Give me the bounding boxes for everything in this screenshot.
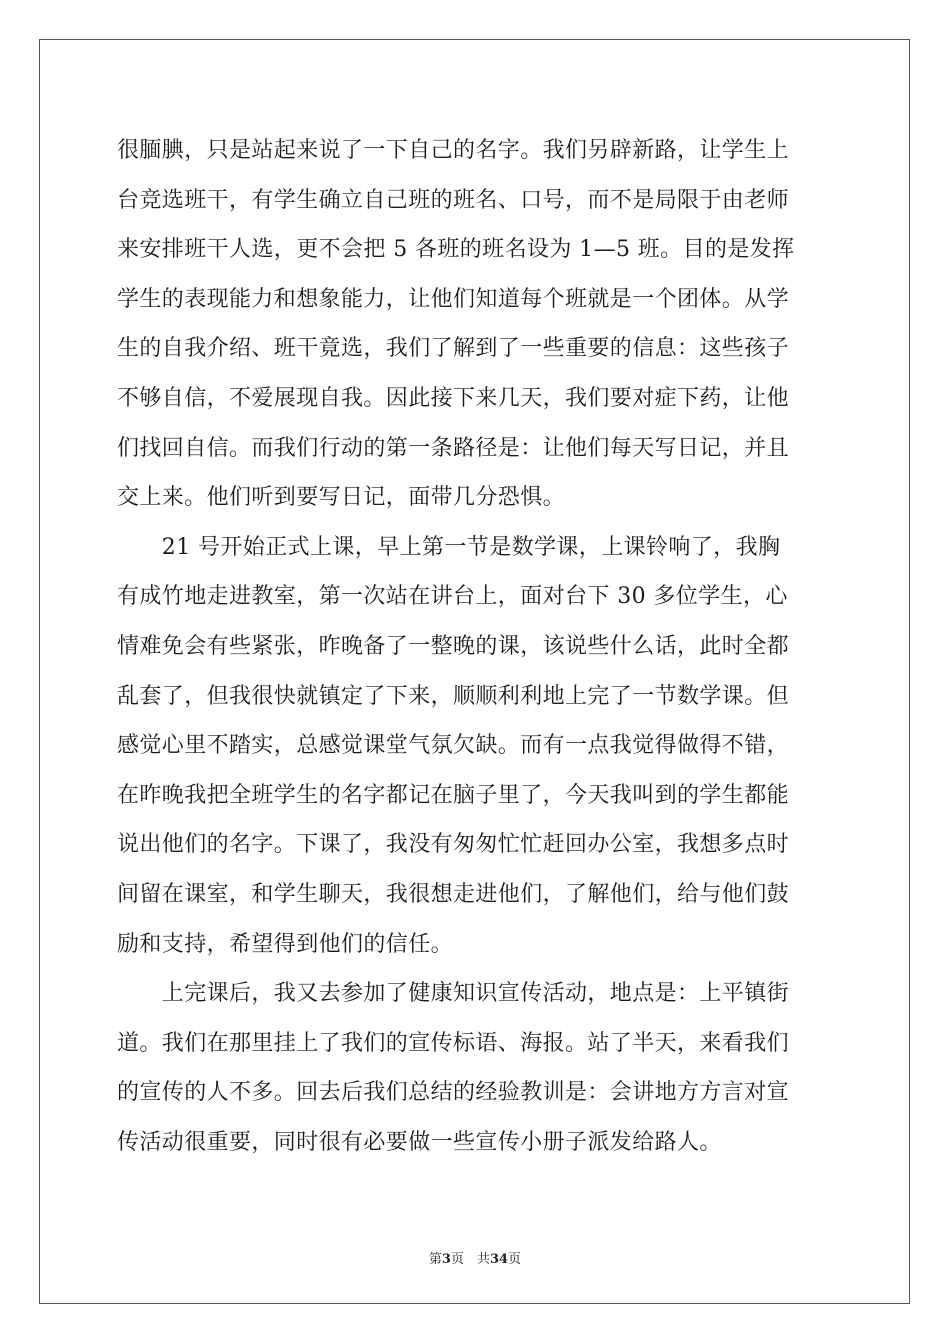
- text-line: 有成竹地走进教室，第一次站在讲台上，面对台下 30 多位学生，心: [117, 584, 788, 610]
- text-line: 上完课后，我又去参加了健康知识宣传活动，地点是：上平镇街: [117, 981, 790, 1007]
- text-line: 说出他们的名字。下课了，我没有匆匆忙忙赶回办公室，我想多点时: [117, 832, 790, 858]
- text-line: 来安排班干人选，更不会把 5 各班的班名设为 1—5 班。目的是发挥: [117, 237, 795, 263]
- footer-page-number: 3: [441, 1252, 451, 1267]
- paragraph-2: [117, 523, 835, 969]
- text-line: 道。我们在那里挂上了我们的宣传标语、海报。站了半天，来看我们: [117, 1030, 790, 1056]
- footer-suffix: 页: [508, 1252, 522, 1267]
- text-line: 交上来。他们听到要写日记，面带几分恐惧。: [117, 485, 566, 511]
- text-line: 乱套了，但我很快就镇定了下来，顺顺利利地上完了一节数学课。但: [117, 683, 790, 709]
- footer-total-pages: 34: [489, 1252, 509, 1267]
- text-line: 不够自信，不爱展现自我。因此接下来几天，我们要对症下药，让他: [117, 385, 790, 411]
- document-body: [117, 126, 835, 1167]
- text-line: 间留在课室，和学生聊天，我很想走进他们，了解他们，给与他们鼓: [117, 881, 790, 907]
- text-line: 励和支持，希望得到他们的信任。: [117, 931, 454, 957]
- text-line: 们找回自信。而我们行动的第一条路径是：让他们每天写日记，并且: [117, 435, 790, 461]
- text-line: 21 号开始正式上课，早上第一节是数学课，上课铃响了，我胸: [117, 534, 781, 560]
- paragraph-3: [117, 969, 835, 1167]
- text-line: 感觉心里不踏实，总感觉课堂气氛欠缺。而有一点我觉得做得不错，: [117, 733, 790, 759]
- footer-mid: 页 共: [450, 1252, 490, 1267]
- text-line: 学生的表现能力和想象能力，让他们知道每个班就是一个团体。从学: [117, 286, 790, 312]
- text-line: 传活动很重要，同时很有必要做一些宣传小册子派发给路人。: [117, 1129, 722, 1155]
- text-line: 的宣传的人不多。回去后我们总结的经验教训是：会讲地方方言对宣: [117, 1080, 790, 1106]
- footer-prefix: 第: [428, 1252, 442, 1267]
- text-line: 台竞选班干，有学生确立自己班的班名、口号，而不是局限于由老师: [117, 187, 790, 213]
- text-line: 生的自我介绍、班干竟选，我们了解到了一些重要的信息：这些孩子: [117, 336, 790, 362]
- text-line: 在昨晚我把全班学生的名字都记在脑子里了，今天我叫到的学生都能: [117, 782, 790, 808]
- page-footer: [0, 1248, 950, 1267]
- text-line: 很腼腆，只是站起来说了一下自己的名字。我们另辟新路，让学生上: [117, 138, 790, 163]
- text-line: 情难免会有些紧张，昨晚备了一整晚的课，该说些什么话，此时全都: [117, 633, 790, 659]
- paragraph-1: [117, 126, 835, 523]
